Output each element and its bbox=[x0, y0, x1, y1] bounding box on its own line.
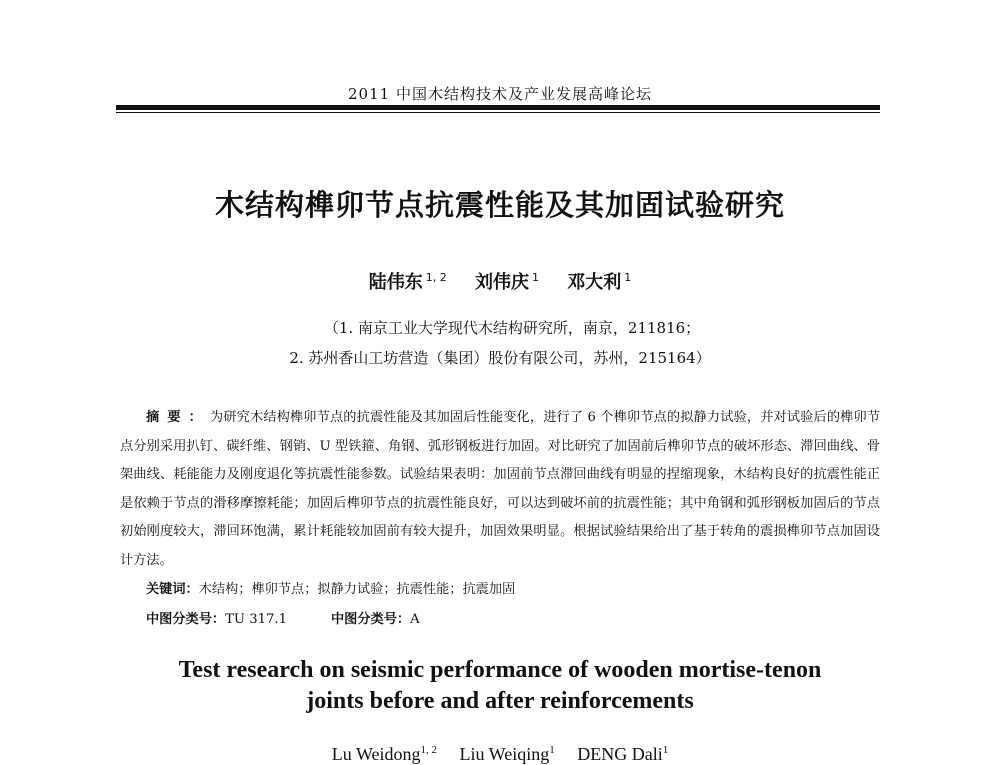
author-name: 刘伟庆 bbox=[475, 272, 529, 293]
author-affil-sup: 1 bbox=[549, 744, 555, 756]
abstract bbox=[120, 404, 880, 576]
author-name: Liu Weiqing bbox=[459, 744, 550, 764]
author-name: 邓大利 bbox=[567, 272, 622, 293]
author-affil-sup: 1, 2 bbox=[420, 744, 437, 756]
author-cn-1 bbox=[369, 272, 447, 293]
author-affil-sup: 1 bbox=[662, 744, 669, 756]
keywords-text: 木结构；榫卯节点；拟静力试验；抗震性能；抗震加固 bbox=[198, 582, 516, 597]
affiliation-line-1: （1. 南京工业大学现代木结构研究所，南京，211816； bbox=[323, 319, 701, 337]
author-en-1 bbox=[332, 744, 437, 764]
header-rule-thick bbox=[116, 105, 880, 110]
author-list-en bbox=[0, 744, 1000, 765]
author-cn-3 bbox=[567, 272, 631, 293]
abstract-text: 为研究木结构榫卯节点的抗震性能及其加固后性能变化，进行了 6 个榫卯节点的拟静力试验，并对试验后的榫卯节点分别采用扒钉、碳纤维、钢销、U 型铁箍、角钢、弧形钢板进行加固。对比研究了加固前后榫卯节点的破坏形态、滞回曲线、骨架曲线、耗能能力及刚度退化等抗震性能参数。试验结果表明：加固前节点滞回曲线有明显的捏缩现象，木结构良好的抗震性能正是依赖于节点的滑移摩擦耗能；加固后榫卯节点的抗震性能良好，可以达到破坏前的抗震性能；其中角钢和弧形钢板加固后的节点初始刚度较大，滞回环饱满，累计耗能较加固前有较大提升，加固效果明显。根据试验结果给出了基于转角的震损榫卯节点加固设计方法。 bbox=[120, 410, 881, 568]
classification bbox=[146, 608, 420, 627]
clc-label: 中图分类号： bbox=[146, 612, 226, 627]
author-en-3 bbox=[577, 744, 668, 764]
title-en-line-2: joints before and after reinforcements bbox=[306, 688, 694, 714]
author-cn-2 bbox=[475, 272, 539, 293]
doc-code-label: 中图分类号： bbox=[330, 612, 411, 627]
paper-title-cn: 木结构榫卯节点抗震性能及其加固试验研究 bbox=[214, 188, 785, 222]
conference-header: 2011 中国木结构技术及产业发展高峰论坛 bbox=[348, 85, 652, 103]
author-name: Lu Weidong bbox=[331, 744, 421, 764]
header-rule-thin bbox=[116, 112, 880, 113]
author-en-2 bbox=[460, 744, 555, 764]
title-en-line-1: Test research on seismic performance of wooden mortise-tenon bbox=[178, 657, 822, 683]
author-list-cn bbox=[0, 268, 1000, 294]
author-name: 陆伟东 bbox=[368, 272, 423, 293]
author-affil-sup: 1 bbox=[624, 271, 632, 284]
author-name: DENG Dali bbox=[577, 744, 663, 764]
doc-code-value: A bbox=[410, 612, 420, 627]
keywords-label: 关键词： bbox=[146, 582, 199, 597]
keywords bbox=[146, 578, 515, 597]
affiliation-line-2: 2. 苏州香山工坊营造（集团）股份有限公司，苏州，215164） bbox=[289, 349, 711, 367]
author-affil-sup: 1 bbox=[532, 271, 539, 284]
abstract-label: 摘要： bbox=[146, 410, 210, 425]
clc-value: TU 317.1 bbox=[225, 612, 287, 627]
author-affil-sup: 1, 2 bbox=[425, 271, 447, 284]
paper-title-en bbox=[0, 655, 1000, 717]
